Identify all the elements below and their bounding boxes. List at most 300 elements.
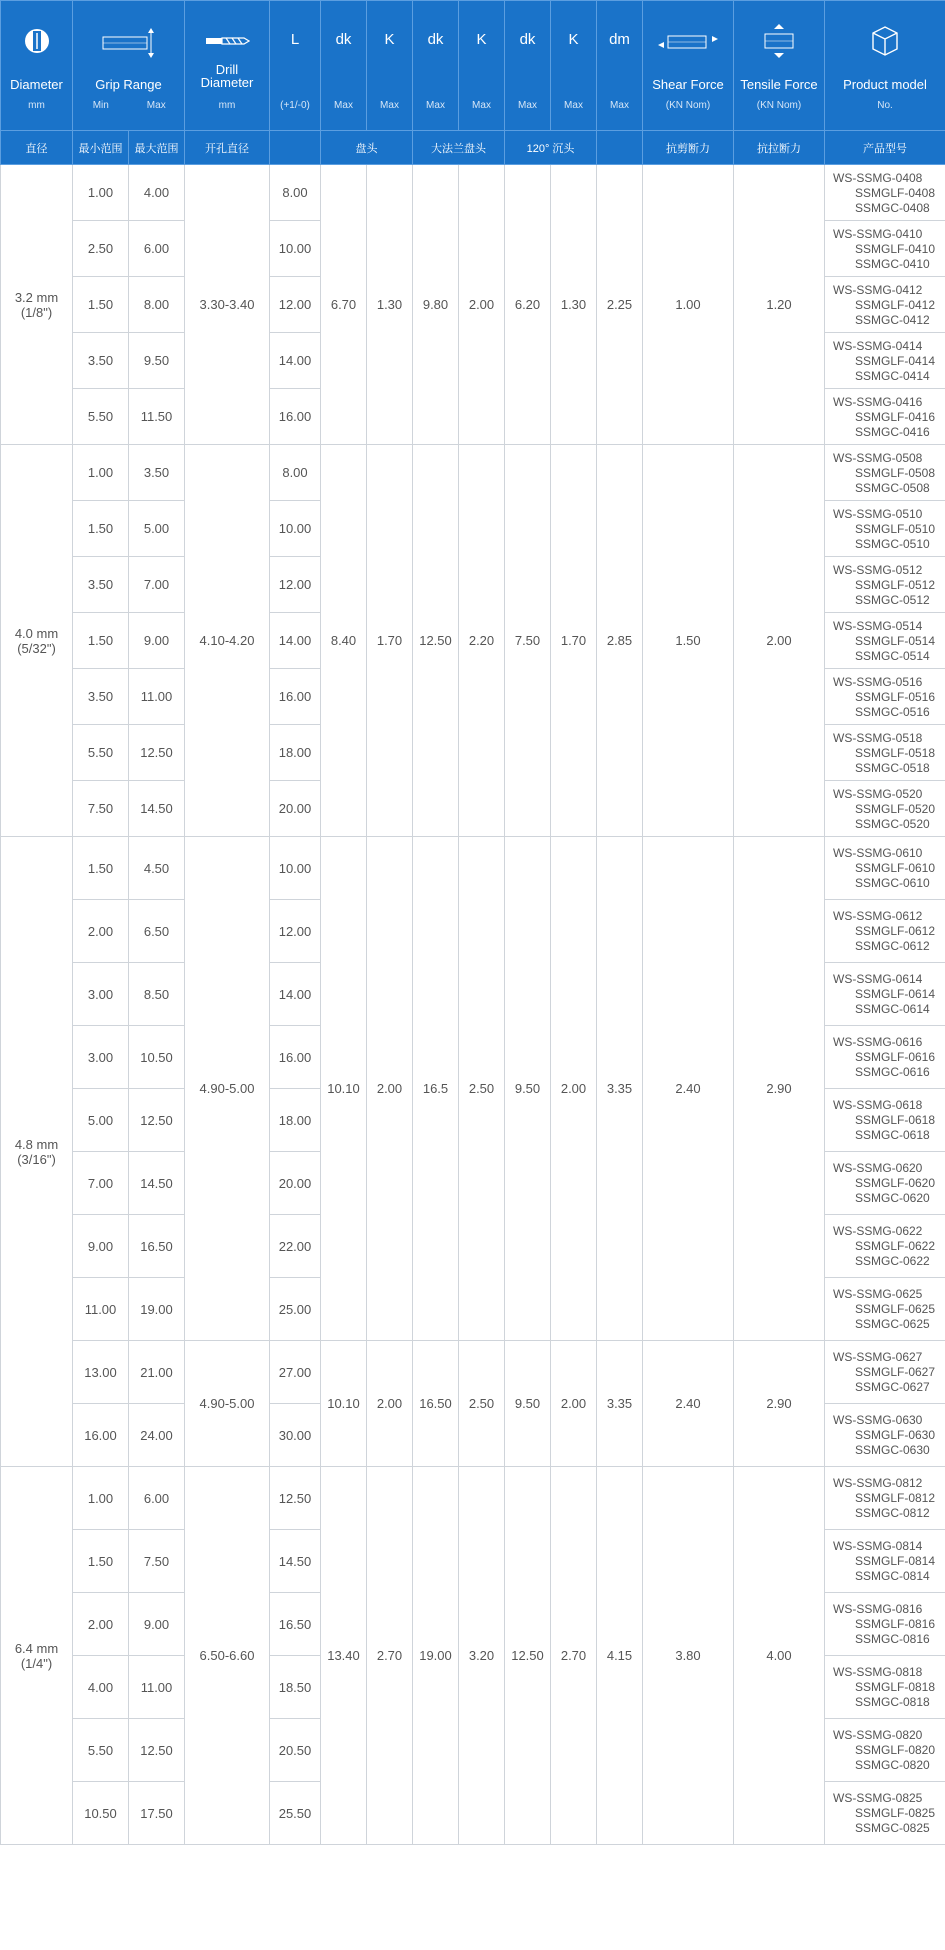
product-model-code: SSMGC-0618 bbox=[855, 1128, 930, 1142]
header-drill-label2: Diameter bbox=[200, 75, 254, 90]
csk-dk-label: dk bbox=[519, 31, 536, 48]
product-model-code: SSMGC-0622 bbox=[855, 1254, 930, 1268]
grip-max-cell: 5.00 bbox=[129, 501, 185, 557]
length-cell: 30.00 bbox=[270, 1404, 321, 1467]
header-model-unit: No. bbox=[877, 100, 893, 111]
product-model-cell bbox=[825, 1782, 945, 1845]
dome-dk-cell: 10.10 bbox=[321, 837, 367, 1341]
length-cell: 12.00 bbox=[270, 557, 321, 613]
grip-min-cell: 3.00 bbox=[73, 1026, 129, 1089]
dome-k-cell: 2.00 bbox=[367, 1341, 413, 1467]
product-model-code: SSMGC-0518 bbox=[855, 760, 930, 775]
product-model-cell bbox=[825, 1089, 945, 1152]
product-model-cell bbox=[825, 221, 945, 277]
product-model-code: SSMGC-0416 bbox=[855, 424, 930, 439]
grip-max-cell: 8.50 bbox=[129, 963, 185, 1026]
csk-dk-cell: 7.50 bbox=[505, 445, 551, 837]
shear-cell: 2.40 bbox=[643, 1341, 734, 1467]
product-model-code: SSMGC-0630 bbox=[855, 1443, 930, 1457]
diameter-cell bbox=[1, 837, 73, 1467]
length-cell: 8.00 bbox=[270, 445, 321, 501]
product-model-code: SSMGLF-0416 bbox=[855, 409, 936, 424]
dm-cell: 4.15 bbox=[597, 1467, 643, 1845]
grip-min-cell: 7.00 bbox=[73, 1152, 129, 1215]
grip-min-cell: 1.50 bbox=[73, 837, 129, 900]
grip-max-cell: 19.00 bbox=[129, 1278, 185, 1341]
header-dm bbox=[597, 1, 643, 131]
grip-max-cell: 6.00 bbox=[129, 1467, 185, 1530]
product-model-code: SSMGC-0825 bbox=[855, 1821, 930, 1835]
length-cell: 12.50 bbox=[270, 1467, 321, 1530]
table-row bbox=[1, 837, 945, 900]
product-model-cell bbox=[825, 1152, 945, 1215]
dome-dk-label: dk bbox=[335, 31, 352, 48]
product-model-cell bbox=[825, 333, 945, 389]
flange-dk-max: Max bbox=[426, 100, 445, 111]
header-dome-k bbox=[367, 1, 413, 131]
product-model-code: SSMGC-0616 bbox=[855, 1065, 930, 1079]
grip-max-cell: 12.50 bbox=[129, 1719, 185, 1782]
diameter-mm: 4.8 mm bbox=[14, 1136, 59, 1152]
grip-min-cell: 1.50 bbox=[73, 1530, 129, 1593]
diameter-cell bbox=[1, 1467, 73, 1845]
cn-diameter: 直径 bbox=[1, 131, 73, 165]
product-model-code: SSMGC-0625 bbox=[855, 1317, 930, 1331]
product-model-cell bbox=[825, 277, 945, 333]
product-model-cell bbox=[825, 781, 945, 837]
dm-max: Max bbox=[610, 100, 629, 111]
product-model-code: WS-SSMG-0518 bbox=[833, 730, 923, 745]
dome-k-cell: 2.00 bbox=[367, 837, 413, 1341]
product-model-cell bbox=[825, 501, 945, 557]
cn-grip-min: 最小范围 bbox=[73, 131, 129, 165]
grip-min-cell: 1.50 bbox=[73, 501, 129, 557]
grip-max-cell: 16.50 bbox=[129, 1215, 185, 1278]
product-model-code: SSMGLF-0812 bbox=[855, 1491, 936, 1505]
diameter-mm: 3.2 mm bbox=[14, 289, 59, 305]
length-cell: 10.00 bbox=[270, 501, 321, 557]
csk-k-label: K bbox=[568, 31, 579, 48]
product-model-cell bbox=[825, 900, 945, 963]
product-model-code: SSMGLF-0414 bbox=[855, 353, 936, 368]
length-cell: 16.00 bbox=[270, 389, 321, 445]
flange-dk-cell: 19.00 bbox=[413, 1467, 459, 1845]
product-model-code: WS-SSMG-0416 bbox=[833, 394, 923, 409]
product-model-code: SSMGC-0408 bbox=[855, 200, 930, 215]
product-model-code: SSMGLF-0520 bbox=[855, 801, 936, 816]
product-model-code: WS-SSMG-0627 bbox=[833, 1350, 923, 1364]
product-model-code: SSMGC-0508 bbox=[855, 480, 930, 495]
product-model-code: SSMGC-0814 bbox=[855, 1569, 930, 1583]
product-model-cell bbox=[825, 1215, 945, 1278]
grip-max-cell: 12.50 bbox=[129, 1089, 185, 1152]
product-model-code: SSMGLF-0630 bbox=[855, 1428, 936, 1442]
tensile-cell: 2.90 bbox=[734, 1341, 825, 1467]
flange-dk-cell: 9.80 bbox=[413, 165, 459, 445]
product-model-code: SSMGC-0610 bbox=[855, 876, 930, 890]
product-model-code: WS-SSMG-0520 bbox=[833, 786, 923, 801]
csk-k-max: Max bbox=[564, 100, 583, 111]
header-grip-range bbox=[73, 1, 185, 131]
grip-min-cell: 2.50 bbox=[73, 221, 129, 277]
table-row bbox=[1, 445, 945, 501]
diameter-mm: 4.0 mm bbox=[14, 625, 59, 641]
product-model-cell bbox=[825, 1719, 945, 1782]
product-model-code: SSMGC-0614 bbox=[855, 1002, 930, 1016]
tensile-cell: 1.20 bbox=[734, 165, 825, 445]
table-body bbox=[1, 165, 945, 1845]
product-model-cell bbox=[825, 1467, 945, 1530]
grip-min-cell: 3.50 bbox=[73, 669, 129, 725]
flange-k-cell: 2.00 bbox=[459, 165, 505, 445]
flange-dk-cell: 12.50 bbox=[413, 445, 459, 837]
header-drill-label1: Drill bbox=[215, 62, 239, 77]
product-model-code: WS-SSMG-0812 bbox=[833, 1476, 923, 1490]
diameter-inch: (1/8") bbox=[20, 304, 53, 320]
product-model-code: WS-SSMG-0514 bbox=[833, 618, 923, 633]
header-drill-unit: mm bbox=[218, 100, 236, 111]
header-shear-unit: (KN Nom) bbox=[665, 100, 711, 111]
drill-diameter-cell: 4.10-4.20 bbox=[185, 445, 270, 837]
product-model-code: WS-SSMG-0610 bbox=[833, 846, 923, 860]
product-model-code: WS-SSMG-0620 bbox=[833, 1161, 923, 1175]
product-model-cell bbox=[825, 963, 945, 1026]
product-model-code: WS-SSMG-0412 bbox=[833, 282, 923, 297]
grip-max-cell: 7.50 bbox=[129, 1530, 185, 1593]
dome-dk-cell: 13.40 bbox=[321, 1467, 367, 1845]
grip-min-cell: 5.50 bbox=[73, 1719, 129, 1782]
header-model bbox=[825, 1, 945, 131]
length-cell: 12.00 bbox=[270, 900, 321, 963]
product-model-code: SSMGC-0816 bbox=[855, 1632, 930, 1646]
product-model-code: WS-SSMG-0630 bbox=[833, 1413, 923, 1427]
product-model-cell bbox=[825, 669, 945, 725]
tensile-cell: 4.00 bbox=[734, 1467, 825, 1845]
header-csk-dk bbox=[505, 1, 551, 131]
product-model-code: WS-SSMG-0625 bbox=[833, 1287, 923, 1301]
product-model-code: SSMGLF-0410 bbox=[855, 241, 936, 256]
grip-min-cell: 5.50 bbox=[73, 389, 129, 445]
grip-min-cell: 7.50 bbox=[73, 781, 129, 837]
cn-csk: 120° 沉头 bbox=[505, 131, 597, 165]
product-model-code: WS-SSMG-0516 bbox=[833, 674, 923, 689]
grip-min-cell: 1.50 bbox=[73, 277, 129, 333]
csk-dk-cell: 9.50 bbox=[505, 1341, 551, 1467]
cn-model: 产品型号 bbox=[825, 131, 945, 165]
cn-drill: 开孔直径 bbox=[185, 131, 270, 165]
shear-cell: 1.00 bbox=[643, 165, 734, 445]
product-model-code: WS-SSMG-0825 bbox=[833, 1791, 923, 1805]
grip-max-cell: 14.50 bbox=[129, 1152, 185, 1215]
length-cell: 18.00 bbox=[270, 1089, 321, 1152]
length-cell: 20.00 bbox=[270, 1152, 321, 1215]
product-model-code: SSMGLF-0508 bbox=[855, 465, 936, 480]
cn-grip-max: 最大范围 bbox=[129, 131, 185, 165]
product-model-code: SSMGC-0627 bbox=[855, 1380, 930, 1394]
product-model-cell bbox=[825, 613, 945, 669]
grip-max-label: Max bbox=[146, 100, 166, 111]
length-cell: 27.00 bbox=[270, 1341, 321, 1404]
grip-max-cell: 11.50 bbox=[129, 389, 185, 445]
length-cell: 25.50 bbox=[270, 1782, 321, 1845]
product-model-code: SSMGLF-0825 bbox=[855, 1806, 936, 1820]
grip-max-cell: 9.50 bbox=[129, 333, 185, 389]
product-model-cell bbox=[825, 1530, 945, 1593]
header-model-label: Product model bbox=[843, 77, 927, 92]
grip-max-cell: 8.00 bbox=[129, 277, 185, 333]
tensile-arrows-icon bbox=[759, 23, 799, 61]
diameter-inch: (3/16") bbox=[17, 1151, 56, 1167]
product-model-code: WS-SSMG-0414 bbox=[833, 338, 923, 353]
length-cell: 14.00 bbox=[270, 613, 321, 669]
csk-k-cell: 2.00 bbox=[551, 1341, 597, 1467]
grip-max-cell: 12.50 bbox=[129, 725, 185, 781]
table-row bbox=[1, 1467, 945, 1530]
header-csk-k bbox=[551, 1, 597, 131]
flange-k-cell: 2.50 bbox=[459, 1341, 505, 1467]
length-cell: 16.00 bbox=[270, 1026, 321, 1089]
length-cell: 22.00 bbox=[270, 1215, 321, 1278]
diameter-inch: (1/4") bbox=[20, 1655, 53, 1671]
header-diameter-unit: mm bbox=[28, 100, 45, 111]
csk-dk-cell: 12.50 bbox=[505, 1467, 551, 1845]
grip-max-cell: 3.50 bbox=[129, 445, 185, 501]
length-cell: 16.50 bbox=[270, 1593, 321, 1656]
length-cell: 10.00 bbox=[270, 837, 321, 900]
cn-tensile: 抗拉断力 bbox=[734, 131, 825, 165]
header-diameter-label: Diameter bbox=[10, 77, 63, 92]
diameter-cell bbox=[1, 445, 73, 837]
dm-cell: 2.85 bbox=[597, 445, 643, 837]
grip-min-cell: 5.50 bbox=[73, 725, 129, 781]
cn-flange: 大法兰盘头 bbox=[413, 131, 505, 165]
product-model-code: WS-SSMG-0814 bbox=[833, 1539, 923, 1553]
grip-max-cell: 11.00 bbox=[129, 1656, 185, 1719]
cn-L bbox=[270, 131, 321, 165]
grip-max-cell: 9.00 bbox=[129, 613, 185, 669]
product-model-code: WS-SSMG-0816 bbox=[833, 1602, 923, 1616]
length-cell: 14.00 bbox=[270, 963, 321, 1026]
product-model-cell bbox=[825, 1656, 945, 1719]
product-model-code: WS-SSMG-0616 bbox=[833, 1035, 923, 1049]
box-icon bbox=[871, 25, 899, 57]
csk-dk-cell: 6.20 bbox=[505, 165, 551, 445]
grip-min-label: Min bbox=[92, 100, 109, 111]
product-model-cell bbox=[825, 445, 945, 501]
product-model-code: SSMGC-0520 bbox=[855, 816, 930, 831]
grip-max-cell: 21.00 bbox=[129, 1341, 185, 1404]
header-tensile-label: Tensile Force bbox=[740, 77, 818, 92]
header-diameter bbox=[1, 1, 73, 131]
grip-min-cell: 3.00 bbox=[73, 963, 129, 1026]
grip-min-cell: 3.50 bbox=[73, 557, 129, 613]
product-model-code: SSMGLF-0627 bbox=[855, 1365, 936, 1379]
product-model-code: SSMGLF-0408 bbox=[855, 185, 936, 200]
product-model-code: SSMGC-0512 bbox=[855, 592, 930, 607]
grip-range-icon bbox=[101, 27, 157, 59]
shear-arrows-icon bbox=[656, 31, 720, 53]
grip-min-cell: 4.00 bbox=[73, 1656, 129, 1719]
product-model-cell bbox=[825, 1593, 945, 1656]
header-tensile-unit: (KN Nom) bbox=[756, 100, 802, 111]
product-model-code: SSMGC-0612 bbox=[855, 939, 930, 953]
product-model-code: WS-SSMG-0820 bbox=[833, 1728, 923, 1742]
grip-max-cell: 11.00 bbox=[129, 669, 185, 725]
dome-dk-cell: 10.10 bbox=[321, 1341, 367, 1467]
product-model-code: SSMGC-0812 bbox=[855, 1506, 930, 1520]
diameter-inch: (5/32") bbox=[17, 640, 56, 656]
header-flange-dk bbox=[413, 1, 459, 131]
product-model-cell bbox=[825, 1341, 945, 1404]
product-model-code: SSMGC-0620 bbox=[855, 1191, 930, 1205]
header-L bbox=[270, 1, 321, 131]
drill-bit-icon bbox=[204, 35, 250, 47]
grip-min-cell: 9.00 bbox=[73, 1215, 129, 1278]
table-row bbox=[1, 165, 945, 221]
product-model-cell bbox=[825, 389, 945, 445]
shear-cell: 2.40 bbox=[643, 837, 734, 1341]
flange-k-cell: 2.50 bbox=[459, 837, 505, 1341]
header-dome-dk bbox=[321, 1, 367, 131]
length-cell: 18.00 bbox=[270, 725, 321, 781]
drill-diameter-cell: 4.90-5.00 bbox=[185, 837, 270, 1341]
grip-max-cell: 17.50 bbox=[129, 1782, 185, 1845]
header-L-label: L bbox=[290, 31, 300, 48]
product-model-code: SSMGLF-0512 bbox=[855, 577, 936, 592]
length-cell: 16.00 bbox=[270, 669, 321, 725]
grip-min-cell: 1.50 bbox=[73, 613, 129, 669]
grip-max-cell: 14.50 bbox=[129, 781, 185, 837]
grip-min-cell: 13.00 bbox=[73, 1341, 129, 1404]
header-flange-k bbox=[459, 1, 505, 131]
product-model-code: SSMGLF-0816 bbox=[855, 1617, 936, 1631]
product-model-code: WS-SSMG-0618 bbox=[833, 1098, 923, 1112]
product-model-cell bbox=[825, 1404, 945, 1467]
product-model-cell bbox=[825, 1278, 945, 1341]
grip-min-cell: 3.50 bbox=[73, 333, 129, 389]
product-model-code: SSMGC-0516 bbox=[855, 704, 930, 719]
shear-cell: 3.80 bbox=[643, 1467, 734, 1845]
csk-k-cell: 1.70 bbox=[551, 445, 597, 837]
header-grip-label: Grip Range bbox=[95, 77, 162, 92]
dome-k-cell: 1.30 bbox=[367, 165, 413, 445]
header-L-unit: (+1/-0) bbox=[280, 100, 310, 111]
header-shear-label: Shear Force bbox=[652, 77, 724, 92]
header-tensile bbox=[734, 1, 825, 131]
length-cell: 8.00 bbox=[270, 165, 321, 221]
header-shear bbox=[643, 1, 734, 131]
flange-k-max: Max bbox=[472, 100, 491, 111]
product-model-code: SSMGLF-0620 bbox=[855, 1176, 936, 1190]
product-model-code: WS-SSMG-0510 bbox=[833, 506, 923, 521]
product-model-code: SSMGLF-0514 bbox=[855, 633, 936, 648]
grip-max-cell: 6.50 bbox=[129, 900, 185, 963]
grip-max-cell: 9.00 bbox=[129, 1593, 185, 1656]
tensile-cell: 2.00 bbox=[734, 445, 825, 837]
grip-min-cell: 10.50 bbox=[73, 1782, 129, 1845]
length-cell: 12.00 bbox=[270, 277, 321, 333]
product-model-code: SSMGC-0410 bbox=[855, 256, 930, 271]
product-model-code: SSMGLF-0612 bbox=[855, 924, 936, 938]
dm-cell: 3.35 bbox=[597, 837, 643, 1341]
product-model-code: SSMGLF-0820 bbox=[855, 1743, 936, 1757]
flange-dk-label: dk bbox=[427, 31, 444, 48]
grip-min-cell: 1.00 bbox=[73, 165, 129, 221]
product-model-code: SSMGC-0414 bbox=[855, 368, 930, 383]
product-model-code: SSMGC-0510 bbox=[855, 536, 930, 551]
cn-dm bbox=[597, 131, 643, 165]
product-model-code: SSMGLF-0412 bbox=[855, 297, 936, 312]
csk-k-cell: 2.00 bbox=[551, 837, 597, 1341]
length-cell: 20.00 bbox=[270, 781, 321, 837]
product-model-code: SSMGLF-0510 bbox=[855, 521, 936, 536]
product-model-code: WS-SSMG-0508 bbox=[833, 450, 923, 465]
product-model-code: SSMGLF-0516 bbox=[855, 689, 936, 704]
grip-min-cell: 16.00 bbox=[73, 1404, 129, 1467]
product-model-cell bbox=[825, 165, 945, 221]
flange-k-label: K bbox=[476, 31, 487, 48]
diameter-cell bbox=[1, 165, 73, 445]
product-model-code: SSMGLF-0518 bbox=[855, 745, 936, 760]
header-drill bbox=[185, 1, 270, 131]
cn-dome: 盘头 bbox=[321, 131, 413, 165]
table-row bbox=[1, 1341, 945, 1404]
dm-cell: 3.35 bbox=[597, 1341, 643, 1467]
dm-cell: 2.25 bbox=[597, 165, 643, 445]
drill-diameter-cell: 6.50-6.60 bbox=[185, 1467, 270, 1845]
product-model-code: WS-SSMG-0614 bbox=[833, 972, 923, 986]
grip-max-cell: 7.00 bbox=[129, 557, 185, 613]
cn-shear: 抗剪断力 bbox=[643, 131, 734, 165]
diameter-mm: 6.4 mm bbox=[14, 1640, 59, 1656]
shear-cell: 1.50 bbox=[643, 445, 734, 837]
dome-k-cell: 1.70 bbox=[367, 445, 413, 837]
product-model-code: WS-SSMG-0410 bbox=[833, 226, 923, 241]
grip-max-cell: 4.00 bbox=[129, 165, 185, 221]
product-model-code: SSMGLF-0616 bbox=[855, 1050, 936, 1064]
product-model-code: SSMGC-0818 bbox=[855, 1695, 930, 1709]
flange-k-cell: 3.20 bbox=[459, 1467, 505, 1845]
product-model-code: SSMGLF-0614 bbox=[855, 987, 936, 1001]
product-model-cell bbox=[825, 725, 945, 781]
grip-min-cell: 2.00 bbox=[73, 1593, 129, 1656]
dome-dk-max: Max bbox=[334, 100, 353, 111]
product-model-code: SSMGC-0820 bbox=[855, 1758, 930, 1772]
product-model-code: SSMGLF-0610 bbox=[855, 861, 936, 875]
product-model-code: SSMGLF-0625 bbox=[855, 1302, 936, 1316]
length-cell: 14.00 bbox=[270, 333, 321, 389]
length-cell: 14.50 bbox=[270, 1530, 321, 1593]
dm-label: dm bbox=[609, 31, 630, 48]
dome-dk-cell: 8.40 bbox=[321, 445, 367, 837]
grip-max-cell: 24.00 bbox=[129, 1404, 185, 1467]
grip-max-cell: 6.00 bbox=[129, 221, 185, 277]
dome-k-max: Max bbox=[380, 100, 399, 111]
product-model-code: SSMGC-0412 bbox=[855, 312, 930, 327]
csk-dk-cell: 9.50 bbox=[505, 837, 551, 1341]
flange-dk-cell: 16.5 bbox=[413, 837, 459, 1341]
rivet-cross-section-icon bbox=[23, 27, 51, 55]
product-model-cell bbox=[825, 557, 945, 613]
csk-k-cell: 2.70 bbox=[551, 1467, 597, 1845]
flange-k-cell: 2.20 bbox=[459, 445, 505, 837]
product-model-code: WS-SSMG-0612 bbox=[833, 909, 923, 923]
product-model-code: SSMGLF-0814 bbox=[855, 1554, 936, 1568]
grip-min-cell: 11.00 bbox=[73, 1278, 129, 1341]
product-model-code: WS-SSMG-0408 bbox=[833, 170, 923, 185]
drill-diameter-cell: 4.90-5.00 bbox=[185, 1341, 270, 1467]
length-cell: 10.00 bbox=[270, 221, 321, 277]
